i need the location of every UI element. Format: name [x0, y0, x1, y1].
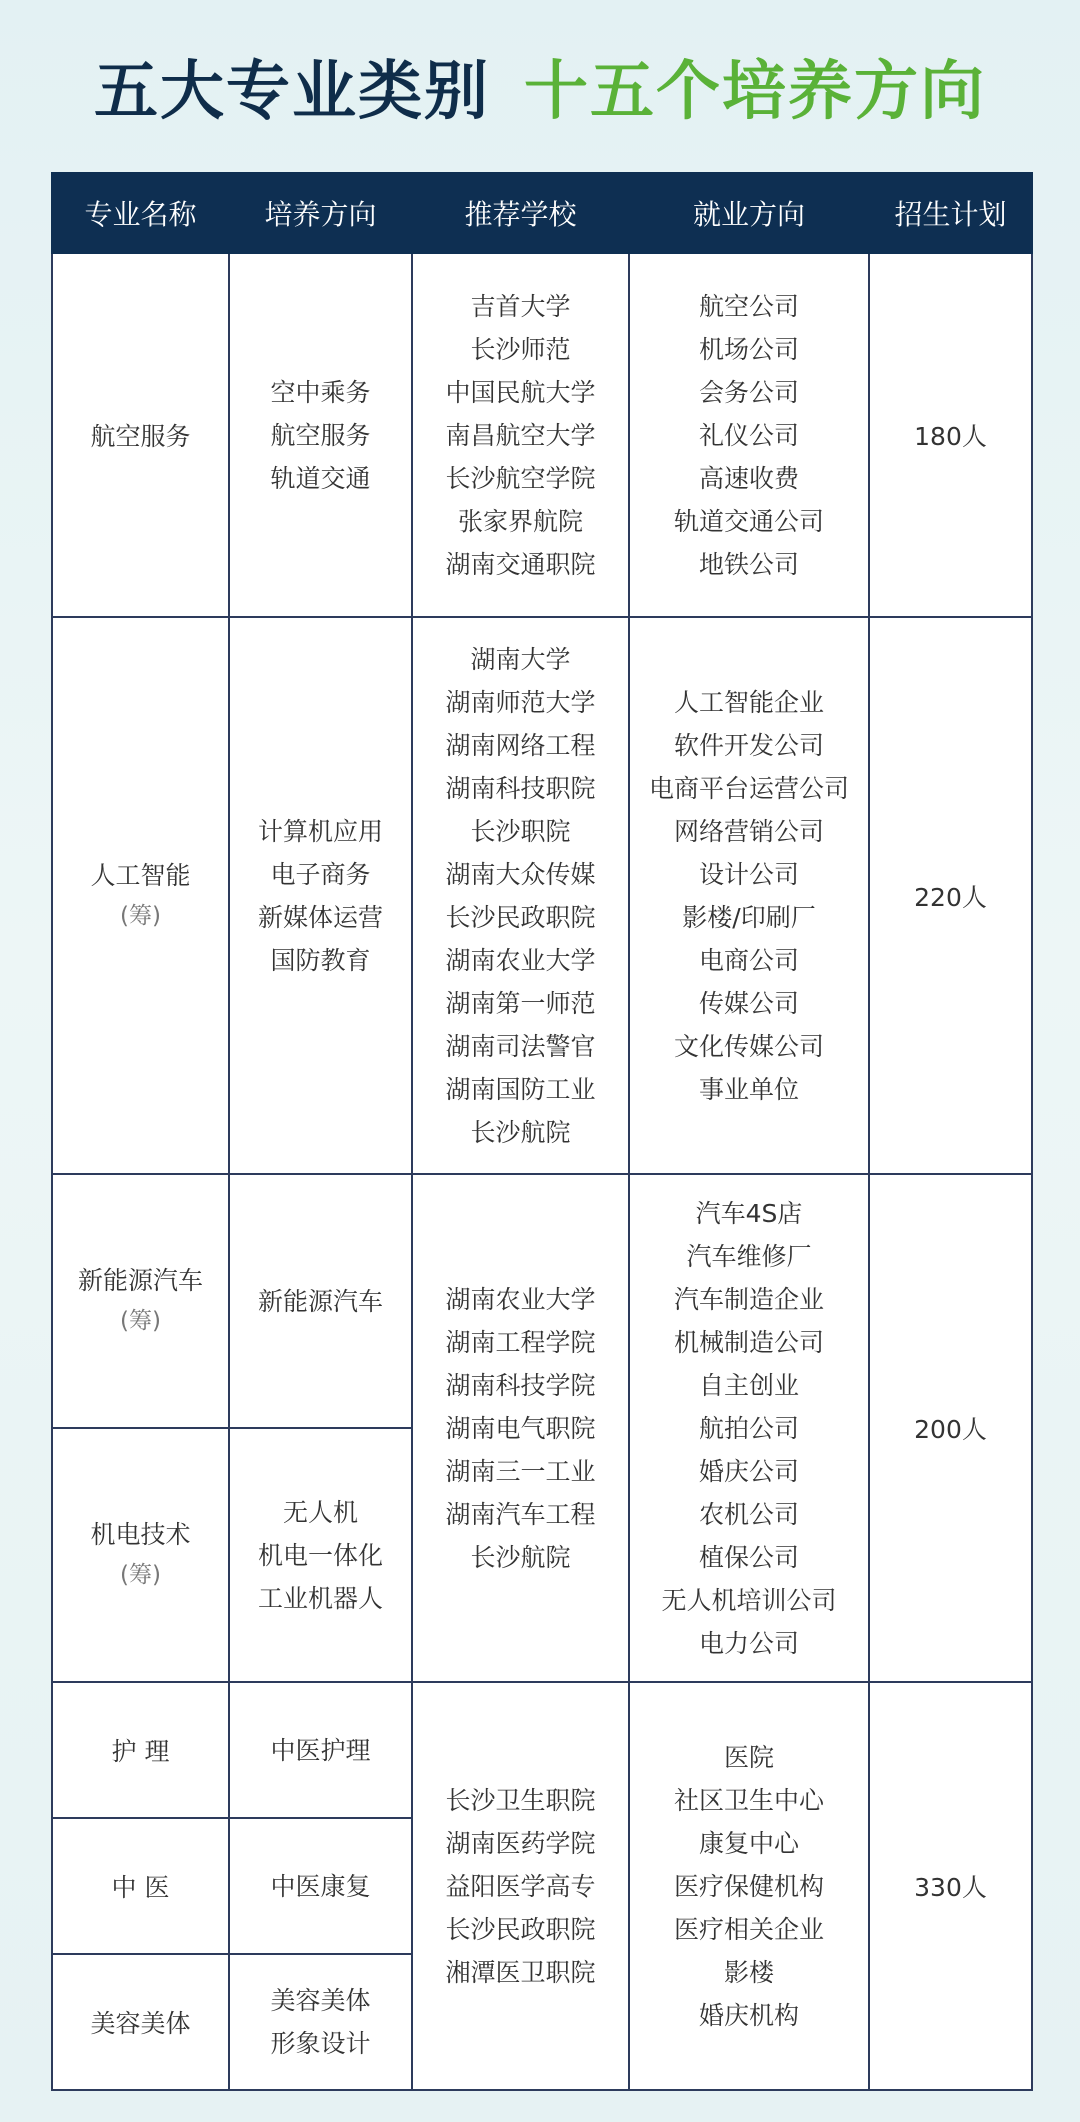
major-name-cell — [52, 1682, 229, 1818]
list-item: 南昌航空大学 — [445, 420, 596, 450]
list-item: 自主创业 — [698, 1370, 799, 1400]
list-item: 国防教育 — [270, 945, 371, 975]
list-item: 汽车4S店 — [695, 1198, 803, 1228]
list-item: 人工智能企业 — [673, 687, 824, 717]
list-item: 机电一体化 — [257, 1540, 383, 1570]
list-item: 机械制造公司 — [673, 1327, 824, 1357]
header-jobs: 就业方向 — [629, 173, 869, 253]
major-name-cell — [52, 1954, 229, 2090]
list-item: 空中乘务 — [270, 377, 371, 407]
jobs-cell — [629, 617, 869, 1174]
plan-cell — [869, 1174, 1032, 1682]
list-item: 长沙师范 — [470, 334, 571, 364]
schools-cell — [412, 617, 629, 1174]
major-name: 机电技术 — [90, 1520, 191, 1549]
list-item: 航空公司 — [698, 291, 799, 321]
list-item: 汽车制造企业 — [673, 1284, 824, 1314]
list-item: 电商平台运营公司 — [648, 773, 849, 803]
list-item: 汽车维修厂 — [686, 1241, 812, 1271]
list-item: 长沙航院 — [470, 1542, 571, 1572]
schools-cell — [412, 1682, 629, 2090]
directions-cell — [229, 1174, 412, 1428]
list-item: 医院 — [723, 1742, 774, 1772]
jobs-cell — [629, 1174, 869, 1682]
header-major-name: 专业名称 — [52, 173, 229, 253]
list-item: 湖南农业大学 — [445, 1284, 596, 1314]
list-item: 机场公司 — [698, 334, 799, 364]
list-item: 湖南医药学院 — [445, 1828, 596, 1858]
plan-cell — [869, 1682, 1032, 2090]
list-item: 地铁公司 — [698, 549, 799, 579]
directions-cell — [229, 1954, 412, 2090]
list-item: 计算机应用 — [257, 816, 383, 846]
list-item: 中医康复 — [270, 1871, 371, 1901]
major-note: (筹) — [120, 1308, 161, 1334]
major-note: (筹) — [120, 1562, 161, 1588]
list-item: 工业机器人 — [257, 1583, 383, 1613]
list-item: 航空服务 — [270, 420, 371, 450]
list-item: 无人机 — [282, 1497, 358, 1527]
list-item: 设计公司 — [698, 859, 799, 889]
list-item: 湖南科技学院 — [445, 1370, 596, 1400]
list-item: 湖南电气职院 — [445, 1413, 596, 1443]
plan-cell — [869, 617, 1032, 1174]
directions-cell — [229, 253, 412, 617]
header-plan: 招生计划 — [869, 173, 1032, 253]
list-item: 中国民航大学 — [445, 377, 596, 407]
list-item: 湖南师范大学 — [445, 687, 596, 717]
major-name-cell — [52, 1174, 229, 1428]
major-name: 人工智能 — [90, 860, 191, 890]
list-item: 长沙民政职院 — [445, 902, 596, 932]
list-item: 医疗保健机构 — [673, 1871, 824, 1901]
list-item: 农机公司 — [698, 1499, 799, 1529]
major-note: (筹) — [120, 902, 161, 929]
list-item: 吉首大学 — [470, 291, 571, 321]
header-schools: 推荐学校 — [412, 173, 629, 253]
list-item: 张家界航院 — [457, 506, 583, 536]
jobs-cell — [629, 1682, 869, 2090]
title-part1: 五大专业类别 — [94, 55, 490, 129]
schools-cell — [412, 253, 629, 617]
list-item: 事业单位 — [698, 1074, 799, 1104]
directions-cell — [229, 1428, 412, 1682]
major-name: 航空服务 — [90, 422, 191, 451]
list-item: 传媒公司 — [698, 988, 799, 1018]
page-title — [0, 40, 1080, 132]
plan-value: 180人 — [914, 422, 987, 451]
list-item: 长沙卫生职院 — [445, 1785, 596, 1815]
major-name: 新能源汽车 — [77, 1266, 203, 1295]
jobs-cell — [629, 253, 869, 617]
list-item: 湖南大学 — [470, 644, 571, 674]
directions-cell — [229, 1682, 412, 1818]
list-item: 康复中心 — [698, 1828, 799, 1858]
list-item: 婚庆机构 — [698, 2000, 799, 2030]
plan-cell — [869, 253, 1032, 617]
major-name: 美容美体 — [90, 2009, 191, 2038]
list-item: 湖南第一师范 — [445, 988, 596, 1018]
list-item: 湖南交通职院 — [445, 549, 596, 579]
major-name-cell — [52, 1428, 229, 1682]
list-item: 美容美体 — [270, 1986, 371, 2015]
plan-value: 200人 — [914, 1415, 987, 1444]
list-item: 轨道交通公司 — [673, 506, 824, 536]
list-item: 湘潭医卫职院 — [445, 1957, 596, 1987]
list-item: 湖南工程学院 — [445, 1327, 596, 1357]
list-item: 湖南司法警官 — [445, 1031, 596, 1061]
list-item: 电商公司 — [698, 945, 799, 975]
list-item: 新媒体运营 — [257, 902, 383, 932]
list-item: 长沙航空学院 — [445, 463, 596, 493]
major-name-cell — [52, 1818, 229, 1954]
directions-cell — [229, 1818, 412, 1954]
list-item: 湖南农业大学 — [445, 945, 596, 975]
major-name-cell — [52, 617, 229, 1174]
list-item: 湖南汽车工程 — [445, 1499, 596, 1529]
list-item: 婚庆公司 — [698, 1456, 799, 1486]
list-item: 湖南三一工业 — [445, 1456, 596, 1486]
list-item: 会务公司 — [698, 377, 799, 407]
list-item: 软件开发公司 — [673, 730, 824, 760]
list-item: 影楼/印刷厂 — [682, 902, 816, 932]
list-item: 形象设计 — [270, 2029, 371, 2058]
table-row — [52, 253, 1032, 617]
list-item: 湖南网络工程 — [445, 730, 596, 760]
plan-value: 220人 — [914, 882, 987, 912]
list-item: 无人机培训公司 — [661, 1585, 837, 1615]
list-item: 高速收费 — [698, 463, 799, 493]
major-name: 中 医 — [111, 1873, 170, 1902]
list-item: 航拍公司 — [698, 1413, 799, 1443]
list-item: 影楼 — [723, 1957, 774, 1987]
list-item: 中医护理 — [270, 1735, 371, 1765]
major-name-cell — [52, 253, 229, 617]
list-item: 电子商务 — [270, 859, 371, 889]
majors-table — [51, 172, 1033, 2091]
list-item: 湖南科技职院 — [445, 773, 596, 803]
list-item: 电力公司 — [698, 1628, 799, 1658]
list-item: 益阳医学高专 — [445, 1871, 596, 1901]
directions-cell — [229, 617, 412, 1174]
list-item: 社区卫生中心 — [673, 1785, 824, 1815]
schools-cell — [412, 1174, 629, 1682]
plan-value: 330人 — [914, 1873, 987, 1902]
list-item: 长沙民政职院 — [445, 1914, 596, 1944]
major-name: 护 理 — [111, 1737, 170, 1766]
table-row — [52, 1174, 1032, 1428]
list-item: 长沙职院 — [470, 816, 571, 846]
list-item: 轨道交通 — [270, 463, 371, 493]
list-item: 植保公司 — [698, 1542, 799, 1572]
list-item: 医疗相关企业 — [673, 1914, 824, 1944]
table-header-row — [52, 173, 1032, 253]
title-part2: 十五个培养方向 — [524, 55, 986, 129]
list-item: 长沙航院 — [470, 1117, 571, 1147]
list-item: 网络营销公司 — [673, 816, 824, 846]
list-item: 文化传媒公司 — [673, 1031, 824, 1061]
table-row — [52, 617, 1032, 1174]
list-item: 湖南国防工业 — [445, 1074, 596, 1104]
list-item: 礼仪公司 — [698, 420, 799, 450]
list-item: 湖南大众传媒 — [445, 859, 596, 889]
header-direction: 培养方向 — [229, 173, 412, 253]
table-row — [52, 1682, 1032, 1818]
list-item: 新能源汽车 — [257, 1286, 383, 1316]
